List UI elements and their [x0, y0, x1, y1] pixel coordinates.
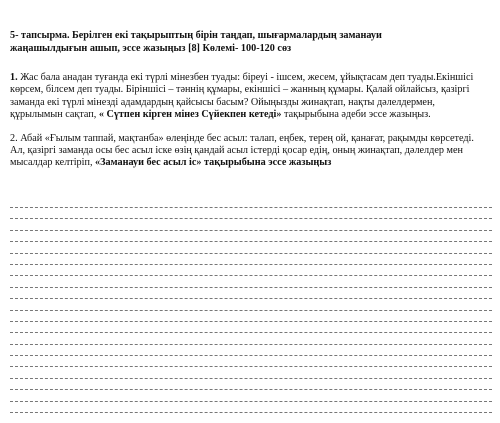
- answer-line[interactable]: [10, 207, 492, 208]
- answer-line[interactable]: [10, 321, 492, 322]
- option-2-text: Абай «Ғылым таппай, мақтанба» өлеңінде бес асыл: талап, еңбек, терең ой, қанағат, рақымды көрсетеді. Ал, қазіргі заманда осы бес асыл іске өзің қандай асыл істерді қосар едің, оның жинақтап, дәлелдер мен мысалдар келтіріп,: [10, 132, 474, 169]
- answer-line[interactable]: [10, 298, 492, 299]
- answer-line[interactable]: [10, 264, 492, 265]
- answer-lines: [10, 207, 492, 423]
- answer-line[interactable]: [10, 241, 492, 242]
- answer-line[interactable]: [10, 412, 492, 413]
- option-2-number: 2.: [10, 132, 18, 144]
- option-2-paragraph: [10, 133, 488, 170]
- answer-line[interactable]: [10, 389, 492, 390]
- task-heading: 5- тапсырма. Берілген екі тақырыптың бірін таңдап, шығармалардың заманауи жаңашылдығын ашып, эссе жазыңыз [8] Көлемі- 100-120 сөз: [10, 30, 382, 54]
- answer-line[interactable]: [10, 253, 492, 254]
- answer-line[interactable]: [10, 366, 492, 367]
- answer-line[interactable]: [10, 287, 492, 288]
- answer-line[interactable]: [10, 310, 492, 311]
- answer-line[interactable]: [10, 355, 492, 356]
- answer-line[interactable]: [10, 401, 492, 402]
- option-2-topic: «Заманауи бес асыл іс» тақырыбына эссе жазыңыз: [95, 157, 332, 169]
- answer-line[interactable]: [10, 332, 492, 333]
- option-1-number: 1.: [10, 72, 18, 83]
- answer-line[interactable]: [10, 230, 492, 231]
- option-1-paragraph: [10, 72, 488, 122]
- option-1-tail: тақырыбына әдеби эссе жазыңыз.: [281, 109, 431, 121]
- answer-line[interactable]: [10, 344, 492, 345]
- option-1-text: Жас бала анадан туғанда екі түрлі мінезбен туады: біреуі - ішсем, жесем, ұйықтасам деп туады.Екіншісі көрсем, білсем деп туады. Біріншісі – тәннің құмары, екіншісі – жанның құмары. Қалай ойлайсыз, қазіргі заманда екі түрлі мінезді адамдардың қайсысы басым? Ойыңызды жинақтап, нақты дәлелдермен, құрылымын сақтап,: [10, 72, 474, 121]
- answer-line[interactable]: [10, 275, 492, 276]
- answer-line[interactable]: [10, 218, 492, 219]
- option-1-topic: « Сүтпен кірген мінез Сүйекпен кетеді»: [98, 109, 282, 121]
- answer-line[interactable]: [10, 378, 492, 379]
